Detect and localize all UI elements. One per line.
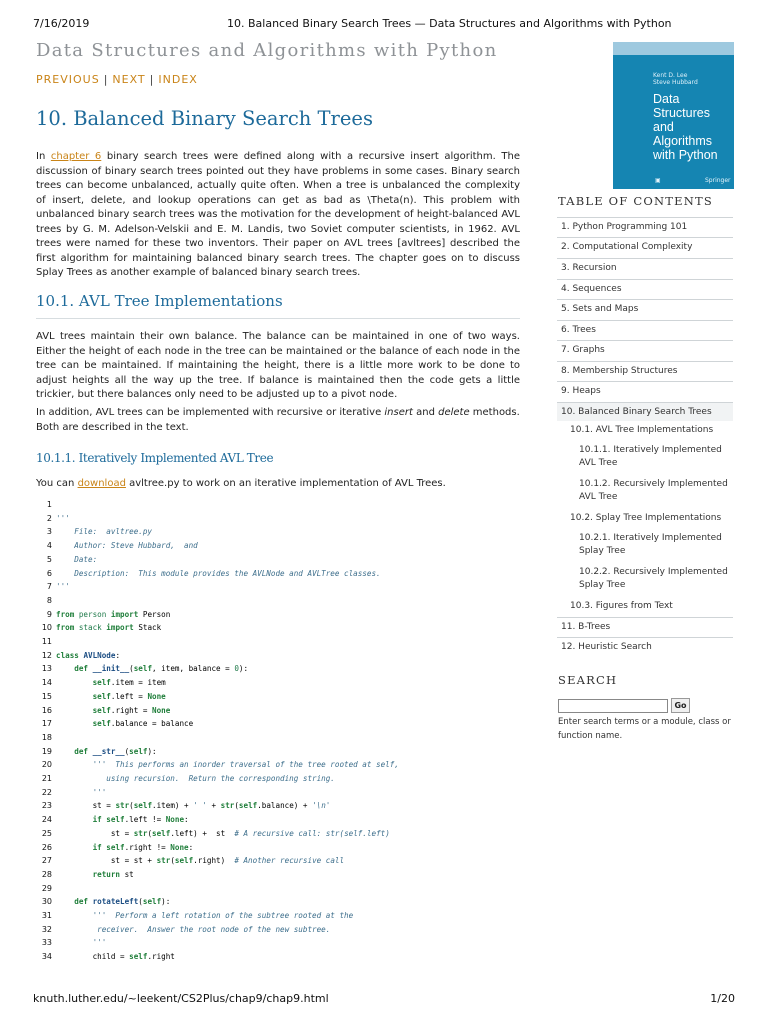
nav-separator: | xyxy=(149,73,155,86)
toc-item[interactable]: 1. Python Programming 101 xyxy=(557,217,733,236)
para-text: In addition, AVL trees can be implemented with recursive or iterative xyxy=(36,407,385,418)
chapter-6-link[interactable]: chapter 6 xyxy=(50,151,102,162)
code-line xyxy=(30,664,530,678)
code-token: from xyxy=(56,623,79,633)
code-text xyxy=(56,678,166,687)
code-token: .item = item xyxy=(110,678,166,688)
toc-item[interactable]: 10. Balanced Binary Search Trees xyxy=(557,402,733,421)
code-token: st = xyxy=(56,828,134,838)
code-token: str xyxy=(220,801,235,811)
code-token: # A recursive call: str(self.left) xyxy=(234,828,390,838)
line-number: 1 xyxy=(46,500,52,509)
cover-authors xyxy=(653,72,698,86)
code-token: : xyxy=(115,650,121,660)
line-number: 11 xyxy=(41,637,52,646)
delete-term: delete xyxy=(438,407,470,418)
line-number: 23 xyxy=(41,801,52,811)
code-token: def xyxy=(56,746,93,756)
code-token: '\n' xyxy=(312,801,331,811)
code-token: stack xyxy=(78,623,107,633)
avl-paragraph: AVL trees maintain their own balance. The balance can be maintained in one of two ways. Either the height of each node in the tree can be maintained or the balance of each node in the tree can be maintained. If maintaining the height, there is a little more work to be done to adjust heights all the way up the tree. If balance is maintained then the code gets a little trickier, but there balances only need to be adjusted up to a pivot node. xyxy=(36,331,520,400)
code-token: st xyxy=(124,869,134,879)
section-divider xyxy=(36,318,520,319)
code-token: # Another recursive call xyxy=(234,856,345,866)
code-line xyxy=(30,938,530,952)
cover-title-line: Structures and xyxy=(653,106,710,134)
code-line xyxy=(30,801,530,815)
code-token: .left != xyxy=(124,815,166,825)
line-number: 28 xyxy=(41,869,52,879)
code-token: File: avltree.py xyxy=(56,527,153,537)
toc-item[interactable]: 2. Computational Complexity xyxy=(557,237,733,256)
code-token: self xyxy=(56,705,111,715)
code-token: __str__ xyxy=(92,746,125,756)
line-number: 32 xyxy=(41,924,52,934)
intro-paragraph xyxy=(36,150,520,281)
line-number: 6 xyxy=(46,568,52,578)
line-number: 34 xyxy=(41,952,52,962)
toc-subitem-label: 10.2.1. Iteratively Implemented xyxy=(579,533,722,543)
line-number: 8 xyxy=(46,595,52,605)
code-token: : xyxy=(184,815,189,825)
code-text xyxy=(56,843,193,852)
cover-author: Steve Hubbard xyxy=(653,79,698,86)
code-token: import xyxy=(110,609,143,619)
code-token: self xyxy=(142,897,162,907)
code-token: from xyxy=(56,609,79,619)
toc-subitem-10-2[interactable]: 10.2. Splay Tree Implementations xyxy=(570,513,722,523)
code-text xyxy=(56,623,161,632)
code-text xyxy=(56,527,152,536)
code-line xyxy=(30,911,530,925)
code-text xyxy=(56,651,120,660)
code-line xyxy=(30,596,530,610)
code-line xyxy=(30,843,530,857)
code-text xyxy=(56,692,166,701)
code-token: str xyxy=(133,828,148,838)
line-number: 9 xyxy=(46,609,52,619)
cover-title xyxy=(653,92,734,162)
code-token: Stack xyxy=(138,623,162,633)
code-token: if self xyxy=(56,815,125,825)
code-token: __init__ xyxy=(92,664,130,674)
line-number: 4 xyxy=(46,541,52,551)
code-line xyxy=(30,829,530,843)
search-help-text: Enter search terms or a module, class or function name. xyxy=(558,717,731,741)
toc-subitem-10-1[interactable]: 10.1. AVL Tree Implementations xyxy=(570,425,714,435)
code-token: : xyxy=(188,842,194,852)
line-number: 5 xyxy=(46,554,52,564)
toc-subitem-10-1-2[interactable] xyxy=(579,478,728,503)
code-token: self xyxy=(56,678,111,688)
toc-item[interactable]: 4. Sequences xyxy=(557,279,733,298)
code-token: None xyxy=(147,691,166,701)
previous-link[interactable]: PREVIOUS xyxy=(36,73,100,86)
code-token: .left) + st xyxy=(170,828,235,838)
code-token: ''' xyxy=(56,582,70,592)
code-text xyxy=(56,514,70,523)
code-token: if self xyxy=(56,842,125,852)
code-token: def xyxy=(56,897,93,907)
code-line xyxy=(30,500,530,514)
toc-subitem-10-2-1[interactable] xyxy=(579,532,722,557)
related-nav xyxy=(36,73,198,86)
code-token: None xyxy=(165,815,185,825)
print-page-number: 1/20 xyxy=(710,992,735,1005)
code-line xyxy=(30,774,530,788)
search-input[interactable] xyxy=(558,699,668,713)
code-text xyxy=(56,870,134,879)
toc-subitem-label: 10.1.1. Iteratively Implemented xyxy=(579,445,722,455)
line-number: 7 xyxy=(46,582,52,592)
code-token: .right xyxy=(147,952,175,962)
cover-logo-icon: ▣ xyxy=(655,177,661,184)
code-listing[interactable] xyxy=(30,500,458,982)
code-line xyxy=(30,747,530,761)
line-number: 33 xyxy=(41,938,52,948)
line-number: 12 xyxy=(41,650,52,660)
code-line xyxy=(30,952,530,966)
cover-title-line: Data xyxy=(653,92,680,106)
code-token: ''' Perform a left rotation of the subtree rooted at the xyxy=(56,911,354,920)
line-number: 3 xyxy=(46,527,52,537)
code-text xyxy=(56,569,381,578)
toc-subitem-label: 10.1.2. Recursively Implemented xyxy=(579,479,728,489)
code-token: AVLNode xyxy=(83,650,116,660)
code-line xyxy=(30,815,530,829)
line-number: 20 xyxy=(41,760,52,770)
code-token: import xyxy=(106,623,139,633)
code-token: ( xyxy=(147,828,153,838)
code-text xyxy=(56,925,330,934)
code-text xyxy=(56,760,399,769)
cover-top-band xyxy=(613,42,734,55)
toc-item[interactable]: 12. Heuristic Search xyxy=(557,637,733,656)
code-line xyxy=(30,925,530,939)
cover-title-line: Algorithms xyxy=(653,134,713,148)
code-token: .item) + xyxy=(152,801,194,811)
code-token: Author: Steve Hubbard, and xyxy=(56,541,198,551)
code-line xyxy=(30,692,530,706)
line-number: 26 xyxy=(41,842,52,852)
code-text xyxy=(56,747,157,756)
line-number: 19 xyxy=(41,746,52,756)
next-link[interactable]: NEXT xyxy=(112,73,146,86)
code-line xyxy=(30,623,530,637)
para-text: methods. Both are described in the text. xyxy=(36,407,520,433)
code-line xyxy=(30,706,530,720)
code-token: str xyxy=(156,856,171,866)
line-number: 24 xyxy=(41,815,52,825)
code-token: ): xyxy=(161,897,171,907)
code-token: person xyxy=(78,609,111,619)
nav-separator: | xyxy=(103,73,109,86)
code-token: st = xyxy=(56,801,116,811)
toc-subitem-10-1-1[interactable] xyxy=(579,444,722,469)
toc-subitem-label: 10.2.2. Recursively Implemented xyxy=(579,567,728,577)
search-go-button[interactable]: Go xyxy=(671,698,690,713)
line-number: 13 xyxy=(41,664,52,674)
code-token: Person xyxy=(142,609,171,619)
code-token: self xyxy=(174,856,194,866)
cover-title-line: with Python xyxy=(653,148,718,162)
code-text xyxy=(56,555,97,564)
toc-subitem-label: Splay Tree xyxy=(579,545,626,556)
code-token: self xyxy=(56,691,111,701)
line-number: 18 xyxy=(41,732,52,742)
code-token: None xyxy=(152,705,171,715)
code-text xyxy=(56,856,344,865)
search-heading: SEARCH xyxy=(558,673,618,687)
code-text xyxy=(56,815,189,824)
code-token: , item, balance = xyxy=(152,664,235,674)
code-token: def xyxy=(56,664,93,674)
code-token: receiver. Answer the root node of the new subtree. xyxy=(56,924,331,934)
code-line xyxy=(30,555,530,569)
implementation-paragraph xyxy=(36,406,520,435)
code-text xyxy=(56,610,170,619)
line-number: 10 xyxy=(41,623,52,633)
code-text xyxy=(56,582,70,591)
code-token: .right) xyxy=(193,856,235,866)
code-text xyxy=(56,719,193,728)
code-text xyxy=(56,938,106,947)
code-token: str xyxy=(115,801,130,811)
code-token: st = st + xyxy=(56,856,157,866)
toc-subitem-label: AVL Tree xyxy=(579,457,618,468)
code-text xyxy=(56,897,170,906)
code-token: child = xyxy=(56,952,130,962)
code-line xyxy=(30,541,530,555)
line-number: 17 xyxy=(41,719,52,729)
code-text xyxy=(56,801,330,810)
code-text xyxy=(56,952,175,961)
toc-item[interactable]: 9. Heaps xyxy=(557,381,733,400)
code-token: ''' xyxy=(56,787,107,797)
code-token: return xyxy=(56,869,125,879)
code-token: ' ' xyxy=(193,801,207,811)
code-token: .left = xyxy=(110,691,148,701)
line-number: 30 xyxy=(41,897,52,907)
para-text: avltree.py to work on an iterative implementation of AVL Trees. xyxy=(125,478,446,489)
code-line xyxy=(30,514,530,528)
para-text: You can xyxy=(36,478,78,489)
site-title: Data Structures and Algorithms with Python xyxy=(36,40,498,61)
cover-author: Kent D. Lee xyxy=(653,72,688,79)
code-text xyxy=(56,788,106,797)
code-line xyxy=(30,527,530,541)
code-token: self xyxy=(56,719,111,729)
code-text xyxy=(56,911,353,920)
section-heading: 10.1. AVL Tree Implementations xyxy=(36,292,283,310)
code-token: self xyxy=(133,801,153,811)
code-token: self xyxy=(133,664,153,674)
line-number: 25 xyxy=(41,828,52,838)
toc-heading: TABLE OF CONTENTS xyxy=(558,194,713,208)
code-line xyxy=(30,884,530,898)
code-text xyxy=(56,541,198,550)
code-token: ''' xyxy=(56,938,107,948)
code-token: self xyxy=(129,952,148,962)
toc-item[interactable]: 6. Trees xyxy=(557,320,733,339)
print-date: 7/16/2019 xyxy=(33,17,90,30)
insert-term: insert xyxy=(384,407,413,418)
toc-item[interactable]: 7. Graphs xyxy=(557,340,733,359)
toc-subitem-10-2-2[interactable] xyxy=(579,566,728,591)
line-number: 29 xyxy=(41,883,52,893)
code-token: ( xyxy=(170,856,175,866)
line-number: 14 xyxy=(41,678,52,688)
code-token: ( xyxy=(138,897,143,907)
code-line xyxy=(30,651,530,665)
code-line xyxy=(30,897,530,911)
code-token: class xyxy=(56,650,84,660)
download-paragraph xyxy=(36,477,520,491)
code-line xyxy=(30,678,530,692)
code-token: .right != xyxy=(124,842,171,852)
intro-text: binary search trees were defined along with a recursive insert algorithm. The discussion of binary search trees pointed out they have problems in some cases. Binary search trees can become unbalanced, actually quite often. When a tree is unbalanced the complexity of insert, delete, and lookup operations can get as bad as \Theta(n). This problem with unbalanced binary search trees was the motivation for the development of height-balanced AVL trees by G. M. Adelson-Velskii and E. M. Landis, two Soviet computer scientists, in 1962. AVL trees were named for these two inventors. Their paper on AVL trees [avltrees] described the first algorithm for maintaining balanced binary search trees. The chapter goes on to discuss Splay Trees as another example of balanced binary search trees. xyxy=(36,151,520,278)
code-token: ( xyxy=(129,801,134,811)
toc-item[interactable]: 8. Membership Structures xyxy=(557,361,733,380)
subsection-heading: 10.1.1. Iteratively Implemented AVL Tree xyxy=(36,451,274,465)
code-token: self xyxy=(129,746,148,756)
line-number: 2 xyxy=(46,513,52,523)
line-number: 21 xyxy=(41,774,52,783)
code-line xyxy=(30,760,530,774)
code-line xyxy=(30,719,530,733)
code-line xyxy=(30,788,530,802)
book-cover-image[interactable] xyxy=(613,42,734,189)
code-token: .right = xyxy=(110,705,153,715)
para-text: and xyxy=(412,407,439,418)
intro-text: In xyxy=(36,151,51,162)
page-title: 10. Balanced Binary Search Trees xyxy=(36,107,373,130)
line-number: 16 xyxy=(41,705,52,715)
code-token: ''' xyxy=(56,513,70,523)
print-url: knuth.luther.edu/~leekent/CS2Plus/chap9/chap9.html xyxy=(33,992,329,1005)
download-link[interactable]: download xyxy=(77,478,126,489)
code-token: None xyxy=(170,842,189,852)
toc-subitem-label: Splay Tree xyxy=(579,579,626,590)
code-token: Description: This module provides the AVLNode and AVLTree classes. xyxy=(56,568,381,578)
line-number: 27 xyxy=(41,856,52,866)
toc-subitem-10-3[interactable]: 10.3. Figures from Text xyxy=(570,601,673,611)
code-text xyxy=(56,774,335,783)
code-line xyxy=(30,637,530,651)
line-number: 15 xyxy=(41,691,52,701)
index-link[interactable]: INDEX xyxy=(158,73,198,86)
cover-publisher: Springer xyxy=(705,177,731,184)
code-token: ): xyxy=(147,746,157,756)
code-token: ( xyxy=(124,746,130,756)
code-text xyxy=(56,664,248,673)
code-token: + xyxy=(206,801,221,811)
code-token: rotateLeft xyxy=(92,897,139,907)
code-token: Date: xyxy=(56,554,98,564)
toc-subitem-label: AVL Tree xyxy=(579,491,618,502)
code-line xyxy=(30,569,530,583)
print-page-title: 10. Balanced Binary Search Trees — Data Structures and Algorithms with Python xyxy=(227,17,672,30)
code-text xyxy=(56,829,390,838)
code-token: 0 xyxy=(234,664,239,674)
code-line xyxy=(30,610,530,624)
line-number: 22 xyxy=(41,787,52,797)
code-token: self xyxy=(238,801,258,811)
toc-item[interactable]: 3. Recursion xyxy=(557,258,733,277)
code-line xyxy=(30,870,530,884)
code-text xyxy=(56,706,170,715)
code-token: .balance = balance xyxy=(110,719,194,729)
code-line xyxy=(30,856,530,870)
code-token: ( xyxy=(234,801,239,811)
code-token: self xyxy=(152,828,171,838)
toc-item[interactable]: 11. B-Trees xyxy=(557,617,733,636)
code-line xyxy=(30,582,530,596)
code-token: ( xyxy=(129,664,134,674)
code-token: .balance) + xyxy=(257,801,313,811)
code-token: ''' This performs an inorder traversal of the tree rooted at self, xyxy=(56,760,399,770)
code-line xyxy=(30,733,530,747)
line-number: 31 xyxy=(41,911,52,920)
code-token: using recursion. Return the corresponding string. xyxy=(56,774,335,783)
code-token: ): xyxy=(238,664,249,674)
toc-item[interactable]: 5. Sets and Maps xyxy=(557,299,733,318)
